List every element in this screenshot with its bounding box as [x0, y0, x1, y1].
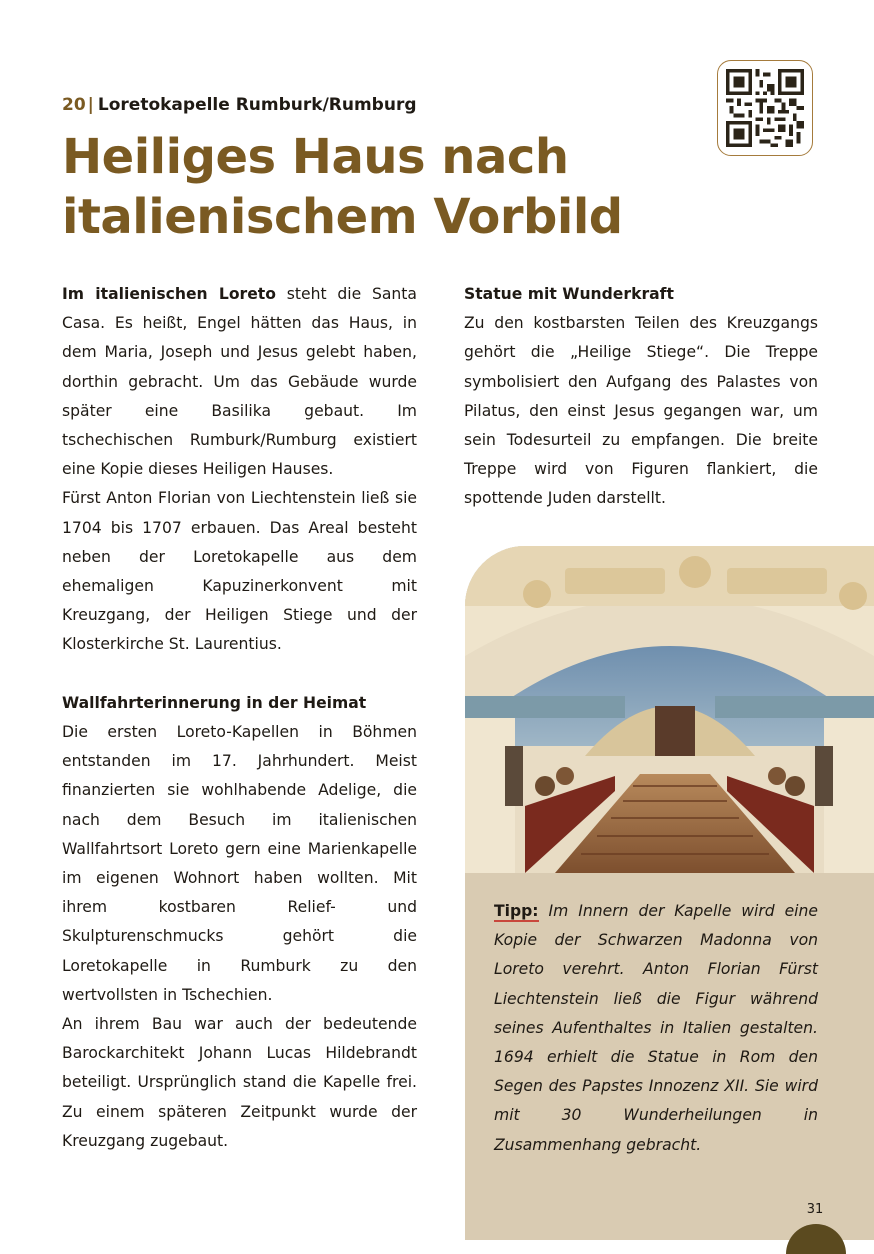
- right-column: [464, 280, 818, 514]
- intro-paragraph: [62, 280, 417, 484]
- section-heading-pilgrimage: Wallfahrterinnerung in der Heimat: [62, 693, 367, 712]
- qr-code[interactable]: [717, 60, 813, 156]
- tip-text: [494, 897, 818, 1160]
- bohemia-paragraph: Die ersten Loreto-Kapellen in Böhmen entstanden im 17. Jahrhundert. Meist finanzierten sie wohlhabende Adelige, die nach dem Besuch im italienischen Wallfahrtsort Loreto gern eine Marienkapelle im eigenen Wohnort haben wollten. Mit ihrem kostbaren Relief- und Skulpturenschmucks gehört die Loretokapelle in Rumburk zu den wertvollsten in Tschechien.: [62, 723, 417, 1004]
- title-line-2: italienischem Vorbild: [62, 189, 623, 245]
- stairs-paragraph: Zu den kostbarsten Teilen des Kreuzgangs gehört die „Heilige Stiege“. Die Treppe symbolisiert den Aufgang des Palastes von Pilatus, den einst Jesus gegangen war, um sein Todesurteil zu empfangen. Die breite Treppe wird von Figuren flankiert, die spottende Juden darstellt.: [464, 314, 818, 508]
- history-paragraph: Fürst Anton Florian von Liechtenstein ließ sie 1704 bis 1707 erbauen. Das Areal besteht neben der Loretokapelle aus dem ehemaligen Kapuzinerkonvent mit Kreuzgang, der Heiligen Stiege und der Klosterkirche St. Laurentius.: [62, 489, 417, 654]
- chapter-kicker: [62, 93, 682, 117]
- tip-label: Tipp:: [494, 902, 539, 920]
- architect-paragraph: An ihrem Bau war auch der bedeutende Barockarchitekt Johann Lucas Hildebrandt beteiligt. Ursprünglich stand die Kapelle frei. Zu einem späteren Zeitpunkt wurde der Kreuzgang zugebaut.: [62, 1015, 417, 1150]
- page-number: 31: [806, 1202, 824, 1217]
- chapter-number: 20: [62, 95, 86, 115]
- chapter-location: Loretokapelle Rumburk/Rumburg: [97, 95, 417, 115]
- section-heading-statue: Statue mit Wunderkraft: [464, 285, 674, 303]
- tip-box: [465, 873, 874, 1240]
- page-header: [62, 93, 682, 247]
- paragraph-gap: [62, 660, 417, 689]
- intro-text: steht die Santa Casa. Es heißt, Engel hätten das Haus, in dem Maria, Joseph und Jesus gelebt haben, dorthin gebracht. Um das Gebäude wurde später eine Basilika gebaut. Im tschechischen Rumburk/Rumburg existiert eine Kopie dieses Heiligen Hauses.: [62, 285, 417, 479]
- kicker-separator: |: [87, 95, 94, 115]
- intro-lead: Im italienischen Loreto: [62, 285, 276, 303]
- title-line-1: Heiliges Haus nach: [62, 129, 569, 185]
- qr-code-icon: [726, 69, 804, 147]
- holy-stairs-illustration: [465, 546, 874, 873]
- holy-stairs-photo: [465, 546, 874, 873]
- page-title: [62, 127, 682, 247]
- tip-body: Im Innern der Kapelle wird eine Kopie der Schwarzen Madonna von Loreto verehrt. Anton Florian Fürst Liechtenstein ließ die Figur während seines Aufenthaltes in Italien gestalten. 1694 erhielt die Statue in Rom den Segen des Papstes Innozenz XII. Sie wird mit 30 Wunderheilungen in Zusammenhang gebracht.: [494, 902, 818, 1154]
- left-column: [62, 280, 417, 1156]
